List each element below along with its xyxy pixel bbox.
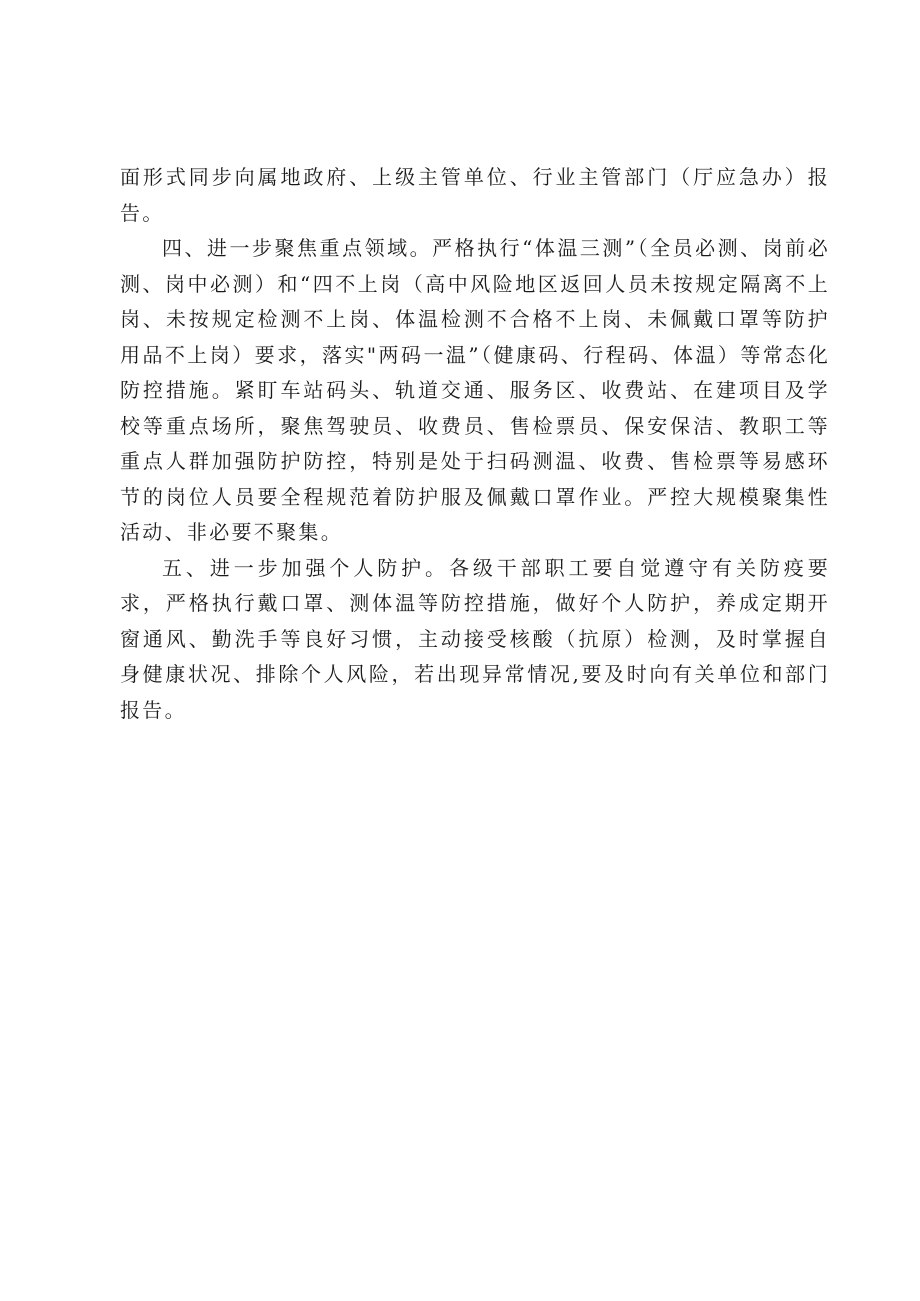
paragraph-section-four: 四、进一步聚焦重点领域。严格执行“体温三测”（全员必测、岗前必测、岗中必测）和“四不上岗（高中风险地区返回人员未按规定隔离不上岗、未按规定检测不上岗、体温检测不合格不上岗、未佩戴口罩等防护用品不上岗）要求，落实"两码一温”（健康码、行程码、体温）等常态化防控措施。紧盯车站码头、轨道交通、服务区、收费站、在建项目及学校等重点场所，聚焦驾驶员、收费员、售检票员、保安保洁、教职工等重点人群加强防护防控，特别是处于扫码测温、收费、售检票等易感环节的岗位人员要全程规范着防护服及佩戴口罩作业。严控大规模聚集性活动、非必要不聚集。 xyxy=(120,236,830,544)
paragraph-section-five: 五、进一步加强个人防护。各级干部职工要自觉遵守有关防疫要求，严格执行戴口罩、测体温等防控措施，做好个人防护，养成定期开窗通风、勤洗手等良好习惯，主动接受核酸（抗原）检测，及时掌握自身健康状况、排除个人风险，若出现异常情况,要及时向有关单位和部门报告。 xyxy=(120,555,830,722)
paragraph-continuation: 面形式同步向属地政府、上级主管单位、行业主管部门（厅应急办）报告。 xyxy=(120,165,830,225)
document-body xyxy=(120,160,830,728)
